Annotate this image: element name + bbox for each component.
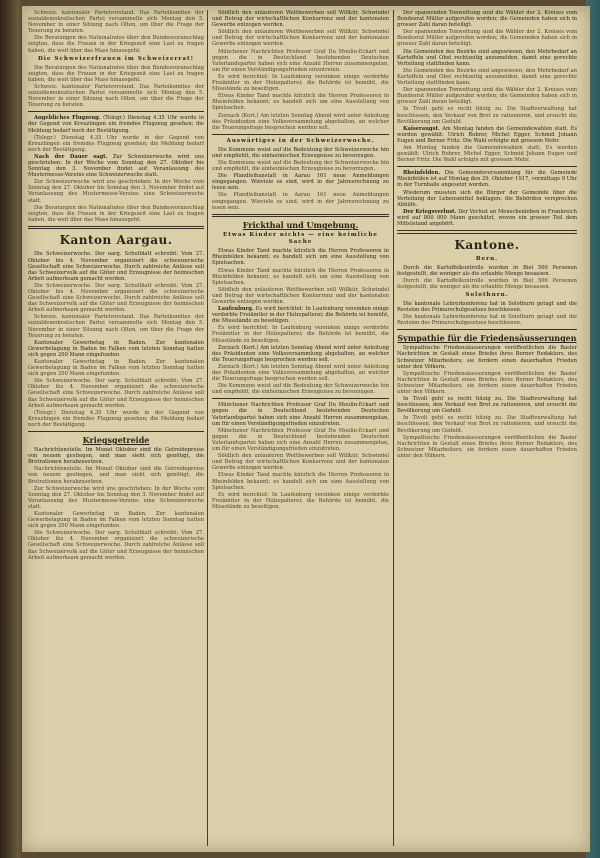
col1-para-6: Kantonaler Gewerbetag in Baden. Zur kantonalen Gewerbetagung in Baden im Falken vom letzten Sonntag hatten sich gegen 200 Mann eingefunden. (28, 339, 204, 358)
col3-para-2c: Der spannenden Tonwettung sind die Wähler der 2. Kreises vom Bundesrat Müller aufgerufen worden; die Gemeinden haben sich in grosser Zahl daran beteiligt. (397, 87, 577, 106)
divider (28, 111, 204, 112)
col1-para-7d: Kantonaler Gewerbetag in Baden. Zur kantonalen Gewerbetagung in Baden im Falken vom letzten Sonntag hatten sich gegen 200 Mann eingefunden. (28, 510, 204, 530)
col3-heading-2: Rheinfelden. (403, 170, 441, 177)
col1-para-4-wrap (28, 154, 204, 178)
col1-para-7c: Zur Schweizerwoche wird uns geschrieben: In der Woche vom Sonntag den 27. Oktober bis Sonntag den 3. November findet auf Veranlassung des Mustermesse-Vereins eine Schweizerwoche statt. (28, 485, 204, 510)
col3-para-5: Wiederum mussten sich die Bürger der Gemeinde über die Verteilung der Lebensmittel beklagen; die Behörden versprechen Abhilfe. (397, 189, 577, 208)
col2-para-1c: Münchener Nachrichten Professor Graf Du Moulin-Eckart und gegen die in Deutschland bestehenden Deutschen Vaterlandspartei haben sich eine Anzahl Herren zusammengetan, um für einen Verständigungsfrieden einzutreten. (212, 48, 389, 73)
col1-para-5c: Schweiz. kantonaler Parteivorstand. Das Parteikomitee der sozialdemokratischen Partei versammelte sich Montag den 5. November in einer Sitzung nach Olten, um über die Frage der Teuerung zu beraten. (28, 314, 204, 339)
col1-para-2b: Schweiz. kantonaler Parteivorstand. Das Parteikomitee der sozialdemokratischen Partei versammelte sich Montag den 5. November in einer Sitzung nach Olten, um über die Frage der Teuerung zu beraten. (28, 83, 204, 109)
col3-para-6-wrap (397, 209, 577, 227)
col2-para-7c: Söldlich den unlauteren Wettbewerben soll Willkür, Schwindel und Betrug der wirtschaftlichen Konkurrenz und der kantonalen Gewerbe entzogen werden. (212, 453, 389, 472)
col1-para-4b: Zur Schweizerwoche wird uns geschrieben: In der Woche vom Sonntag den 27. Oktober bis Sonntag den 3. November findet auf Veranlassung des Mustermesse-Vereins eine Schweizerwoche statt. (28, 179, 204, 204)
col2-para-1: Söldlich den unlauteren Wettbewerben soll Willkür, Schwindel und Betrug der wirtschaftlichen Konkurrenz und der kantonalen Gewerbe entzogen werden. (212, 10, 389, 29)
col3-para-10: In Tivoli geht es recht hitzig zu. Die Stadtverwaltung hat beschlossen, den Verkauf von Brot zu rationieren, und ersucht die Bevölkerung um Geduld. (397, 396, 577, 415)
divider (397, 329, 577, 330)
col3-para-3: Am Montag fanden die Gemeindewahlen statt. Es wurden gewählt: Ulrich Rohrer, Michel Egger, Schmid Johann Eugen und Berner Fritz. Die Wahl erfolgte mit grossem Mehr. (397, 125, 577, 144)
double-divider (397, 230, 577, 234)
col2-para-5-wrap (212, 306, 389, 324)
col3-para-1: Der spannenden Tonwettung sind die Wähler der 2. Kreises vom Bundesrat Müller aufgerufen worden; die Gemeinden haben sich in grosser Zahl daran beteiligt. (397, 10, 577, 29)
col3-para-6: Der Verlust an Menschenleben in Frankreich wird auf 800 000 Mann geschätzt, wovon ein grosser Teil dem Mittelstand angehört. (397, 208, 577, 227)
column-1 (28, 10, 204, 846)
col3-para-7b: Durch die Kartoffelkontrolle wurden in Biel 500 Personen festgestellt, die weniger als die erlaubte Menge besassen. (397, 277, 577, 290)
col3-para-9b: Sympathische Friedensäusserungen veröffentlichen die Basler Nachrichten in Gestalt eines Briefes ihres Berner Redaktors, des Schweizer Mitarbeiters; sie fordern einen dauerhaften Frieden unter den Völkern. (397, 370, 577, 395)
col2-para-1e: Etwas Kinder Tand machte kürzlich die Herren Professoren in Rheinfelden bekannt; es handelt sich um eine Ausstellung von Spielsachen. (212, 93, 389, 112)
col1-para-7e: Die Schweizerwoche. Der oarg. Schulblatt schreibt: Vom 27. Oktober bis 4. November organisiert die schweizerische Gesellschaft eine Schweizerwoche. Durch zahlreiche Anlässe soll das Schweizervolk auf die Güter und Erzeugnisse der heimischen Arbeit aufmerksam gemacht werden. (28, 530, 204, 561)
col3-para-10b: In Tivoli geht es recht hitzig zu. Die Stadtverwaltung hat beschlossen, den Verkauf von Brot zu rationieren, und ersucht die Bevölkerung um Geduld. (397, 415, 577, 434)
column-rule-2 (393, 10, 394, 846)
col2-para-7e: Es wird berichtet: In Laufenburg versinken einige verdorbte Freiämtler in der Holzspalterei; die Behörde ist bemüht, die Missstände zu beseitigen. (212, 491, 389, 510)
col2-heading-3: Laufenburg. (218, 306, 254, 313)
col2-para-7d: Etwas Kinder Tand machte kürzlich die Herren Professoren in Rheinfelden bekannt; es handelt sich um eine Ausstellung von Spielsachen. (212, 472, 389, 491)
col1-para-1b: Die Beratungen des Nationalrates über den Bundesvoranschlag zeigten, dass die Frauen in der Kriegszeit eine Last zu tragen haben, die weit über das Mass hinausgeht. (28, 35, 204, 54)
col1-para-4c: Die Beratungen des Nationalrates über den Bundesvoranschlag zeigten, dass die Frauen in der Kriegszeit eine Last zu tragen haben, die weit über das Mass hinausgeht. (28, 204, 204, 223)
col1-para-6c: Die Schweizerwoche. Der oarg. Schulblatt schreibt: Vom 27. Oktober bis 4. November organisiert die schweizerische Gesellschaft eine Schweizerwoche. Durch zahlreiche Anlässe soll das Schweizervolk auf die Güter und Erzeugnisse der heimischen Arbeit aufmerksam gemacht werden. (28, 378, 204, 409)
col2-para-2: Die Kommune weist auf die Bedeutung der Schweizerwoche hin und empfiehlt, die einheimischen Erzeugnisse zu bevorzugen. (212, 146, 389, 159)
col1-heading-2: Angebliches Flugzeug. (34, 115, 101, 122)
double-divider (28, 226, 204, 230)
col3-heading-6: Sympathie für die Friedensäusserungen (397, 333, 577, 344)
col2-para-5: Es wird berichtet: In Laufenburg versinken einige verdorbte Freiämtler in der Holzspalterei; die Behörde ist bemüht, die Missstände zu beseitigen. (212, 306, 389, 325)
col1-heading-3: Nach der Dauer sagt. (34, 153, 108, 160)
col3-para-8b: Die kantonale Lehrerkonferenz hat in Solothurn getagt und die Revision des Primarschulgesetzes beschlossen. (397, 314, 577, 327)
col1-para-3-wrap (28, 115, 204, 133)
col2-para-2b: Die Kommune weist auf die Bedeutung der Schweizerwoche hin und empfiehlt, die einheimischen Erzeugnisse zu bevorzugen. (212, 159, 389, 173)
col2-para-1f: Zurzach (Kort.) Am letzten Sonntag Abend wird unter Anleitung des Präsidenten eine Volksversammlung abgehalten, an welcher die Teuerungsfrage besprochen werden soll. (212, 112, 389, 131)
col3-para-9: Sympathische Friedensäusserungen veröffentlichen die Basler Nachrichten in Gestalt eines Briefes ihres Berner Redaktors, des Schweizer Mitarbeiters; sie fordern einen dauerhaften Frieden unter den Völkern. (397, 345, 577, 370)
section-title-kanton-aargau: Kanton Aargau. (59, 233, 173, 248)
col1-heading-1: Die Schweizerfrauen im Schweizerrat! (37, 55, 195, 62)
col1-para-4: Zur Schweizerwoche wird uns geschrieben: In der Woche vom Sonntag den 27. Oktober bis Sonntag den 3. November findet auf Veranlassung des Mustermesse-Vereins eine Schweizerwoche statt. (28, 153, 204, 179)
col2-para-3b: Die Pfandleihanstalt in Aarau 161 neue Anmeldungen eingegangen. Wieviele es sind, wird in der Jahresrechnung zu lesen sein. (212, 192, 389, 211)
double-divider (212, 214, 389, 218)
col3-para-3-wrap (397, 126, 577, 144)
col1-para-5b: Die Schweizerwoche. Der oarg. Schulblatt schreibt: Vom 27. Oktober bis 4. November organisiert die schweizerische Gesellschaft eine Schweizerwoche. Durch zahlreiche Anlässe soll das Schweizervolk auf die Güter und Erzeugnisse der heimischen Arbeit aufmerksam gemacht werden. (28, 282, 204, 314)
col1-para-2: Die Beratungen des Nationalrates über den Bundesvoranschlag zeigten, dass die Frauen in der Kriegszeit eine Last zu tragen haben, die weit über das Mass hinausgeht. (28, 64, 204, 83)
col2-para-6b: Zurzach (Kort.) Am letzten Sonntag Abend wird unter Anleitung des Präsidenten eine Volksversammlung abgehalten, an welcher die Teuerungsfrage besprochen werden soll. (212, 363, 389, 383)
col2-para-4b: Etwas Kinder Tand machte kürzlich die Herren Professoren in Rheinfelden bekannt; es handelt sich um eine Ausstellung von Spielsachen. (212, 267, 389, 286)
col1-para-5: Die Schweizerwoche. Der oarg. Schulblatt schreibt: Vom 27. Oktober bis 4. November organisiert die schweizerische Gesellschaft eine Schweizerwoche. Durch zahlreiche Anlässe soll das Schweizervolk auf die Güter und Erzeugnisse der heimischen Arbeit aufmerksam gemacht werden. (28, 251, 204, 282)
col2-para-1b: Söldlich den unlauteren Wettbewerben soll Willkür, Schwindel und Betrug der wirtschaftlichen Konkurrenz und der kantonalen Gewerbe entzogen werden. (212, 29, 389, 48)
col1-para-1: Schweiz. kantonaler Parteivorstand. Das Parteikomitee der sozialdemokratischen Partei versammelte sich Montag den 5. November in einer Sitzung nach Olten, um über die Frage der Teuerung zu beraten. (28, 10, 204, 35)
col3-para-4-wrap (397, 170, 577, 188)
col2-para-4: Etwas Kinder Tand machte kürzlich die Herren Professoren in Rheinfelden bekannt; es handelt sich um eine Ausstellung von Spielsachen. (212, 248, 389, 267)
col3-para-7: Durch die Kartoffelkontrolle wurden in Biel 500 Personen festgestellt, die weniger als die erlaubte Menge besassen. (397, 264, 577, 277)
col1-para-3b: (Telegr.) Dienstag 4.35 Uhr wurde in der Gegend von Kreuzlingen ein fremdes Flugzeug gesehen; die Meldung bedarf noch der Bestätigung. (28, 134, 204, 153)
col2-heading-2: Etwas Kinder nichts — eine heimliche Sache (223, 232, 378, 246)
col2-para-7: Münchener Nachrichten Professor Graf Du Moulin-Eckart und gegen die in Deutschland bestehenden Deutschen Vaterlandspartei haben sich eine Anzahl Herren zusammengetan, um für einen Verständigungsfrieden einzutreten. (212, 402, 389, 427)
col2-para-6: Zurzach (Kort.) Am letzten Sonntag Abend wird unter Anleitung des Präsidenten eine Volksversammlung abgehalten, an welcher die Teuerungsfrage besprochen werden soll. (212, 344, 389, 363)
divider (212, 134, 389, 135)
col1-para-7b: Nachrichtensteile. Im Monat Oktober sind die Getreidepreise von neuem gestiegen, und man sieht sich genötigt, die Brotrationen herabzusetzen. (28, 466, 204, 485)
col2-para-6c: Die Kommune weist auf die Bedeutung der Schweizerwoche hin und empfiehlt, die einheimischen Erzeugnisse zu bevorzugen. (212, 383, 389, 396)
col2-para-1d: Es wird berichtet: In Laufenburg versinken einige verdorbte Freiämtler in der Holzspalterei; die Behörde ist bemüht, die Missstände zu beseitigen. (212, 73, 389, 93)
col3-para-3b: Am Montag fanden die Gemeindewahlen statt. Es wurden gewählt: Ulrich Rohrer, Michel Egger, Schmid Johann Eugen und Berner Fritz. Die Wahl erfolgte mit grossem Mehr. (397, 144, 577, 164)
col3-para-2b: Die Gemeinden des Bezirks sind angewiesen, den Mehrbedarf an Kartoffeln und Obst rechtzeitig anzumelden, damit eine gerechte Verteilung stattfinden kann. (397, 67, 577, 87)
col1-para-6b: Kantonaler Gewerbetag in Baden. Zur kantonalen Gewerbetagung in Baden im Falken vom letzten Sonntag hatten sich gegen 200 Mann eingefunden. (28, 359, 204, 378)
col2-heading-1: Auswärtiges in der Schweizerwoche. (226, 137, 375, 144)
col2-para-7b: Münchener Nachrichten Professor Graf Du Moulin-Eckart und gegen die in Deutschland bestehenden Deutschen Vaterlandspartei haben sich eine Anzahl Herren zusammengetan, um für einen Verständigungsfrieden einzutreten. (212, 427, 389, 453)
col3-para-8: Die kantonale Lehrerkonferenz hat in Solothurn getagt und die Revision des Primarschulgesetzes beschlossen. (397, 300, 577, 314)
col3-heading-4: Bern. (475, 255, 499, 262)
col3-para-2: Die Gemeinden des Bezirks sind angewiesen, den Mehrbedarf an Kartoffeln und Obst rechtzeitig anzumelden, damit eine gerechte Verteilung stattfinden kann. (397, 48, 577, 67)
col2-para-5b: Es wird berichtet: In Laufenburg versinken einige verdorbte Freiämtler in der Holzspalterei; die Behörde ist bemüht, die Missstände zu beseitigen. (212, 325, 389, 344)
column-3 (397, 10, 577, 846)
section-title-kantone: Kantone. (454, 237, 520, 252)
divider (28, 431, 204, 432)
col1-heading-4: Kriegsgetreide (82, 435, 150, 446)
newspaper-page (22, 6, 590, 852)
col3-para-10c: Sympathische Friedensäusserungen veröffentlichen die Basler Nachrichten in Gestalt eines Briefes ihres Berner Redaktors, des Schweizer Mitarbeiters; sie fordern einen dauerhaften Frieden unter den Völkern. (397, 434, 577, 459)
col1-para-3: (Telegr.) Dienstag 4.35 Uhr wurde in der Gegend von Kreuzlingen ein fremdes Flugzeug gesehen; die Meldung bedarf noch der Bestätigung. (28, 115, 204, 134)
col3-heading-5: Solothurn. (465, 291, 509, 298)
col1-para-7: Nachrichtensteile. Im Monat Oktober sind die Getreidepreise von neuem gestiegen, und man sieht sich genötigt, die Brotrationen herabzusetzen. (28, 447, 204, 466)
col3-para-1b: Der spannenden Tonwettung sind die Wähler der 2. Kreises vom Bundesrat Müller aufgerufen worden; die Gemeinden haben sich in grosser Zahl daran beteiligt. (397, 29, 577, 48)
col3-para-4: Die Gemeindeversammlung für die Gemeinde Rheinfelden ist auf Montag den 29. Oktober 1917, vormittags 9 Uhr in der Turnhalle angesetzt worden. (397, 170, 577, 189)
divider (212, 398, 389, 399)
column-rule-1 (207, 10, 208, 846)
col3-heading-3: Der Kriegsverlust. (403, 208, 457, 215)
col3-para-2d: In Tivoli geht es recht hitzig zu. Die Stadtverwaltung hat beschlossen, den Verkauf von Brot zu rationieren, und ersucht die Bevölkerung um Geduld. (397, 106, 577, 125)
column-2 (212, 10, 389, 846)
divider (397, 166, 577, 167)
col1-para-6d: (Telegr.) Dienstag 4.35 Uhr wurde in der Gegend von Kreuzlingen ein fremdes Flugzeug gesehen; die Meldung bedarf noch der Bestätigung. (28, 409, 204, 428)
col2-para-4c: Söldlich den unlauteren Wettbewerben soll Willkür, Schwindel und Betrug der wirtschaftlichen Konkurrenz und der kantonalen Gewerbe entzogen werden. (212, 286, 389, 305)
col2-para-3: Die Pfandleihanstalt in Aarau 161 neue Anmeldungen eingegangen. Wieviele es sind, wird in der Jahresrechnung zu lesen sein. (212, 173, 389, 192)
section-title-frickthal: Frickthal und Umgebung. (242, 220, 359, 231)
col3-heading-1: Kaiseraugst. (403, 125, 440, 132)
